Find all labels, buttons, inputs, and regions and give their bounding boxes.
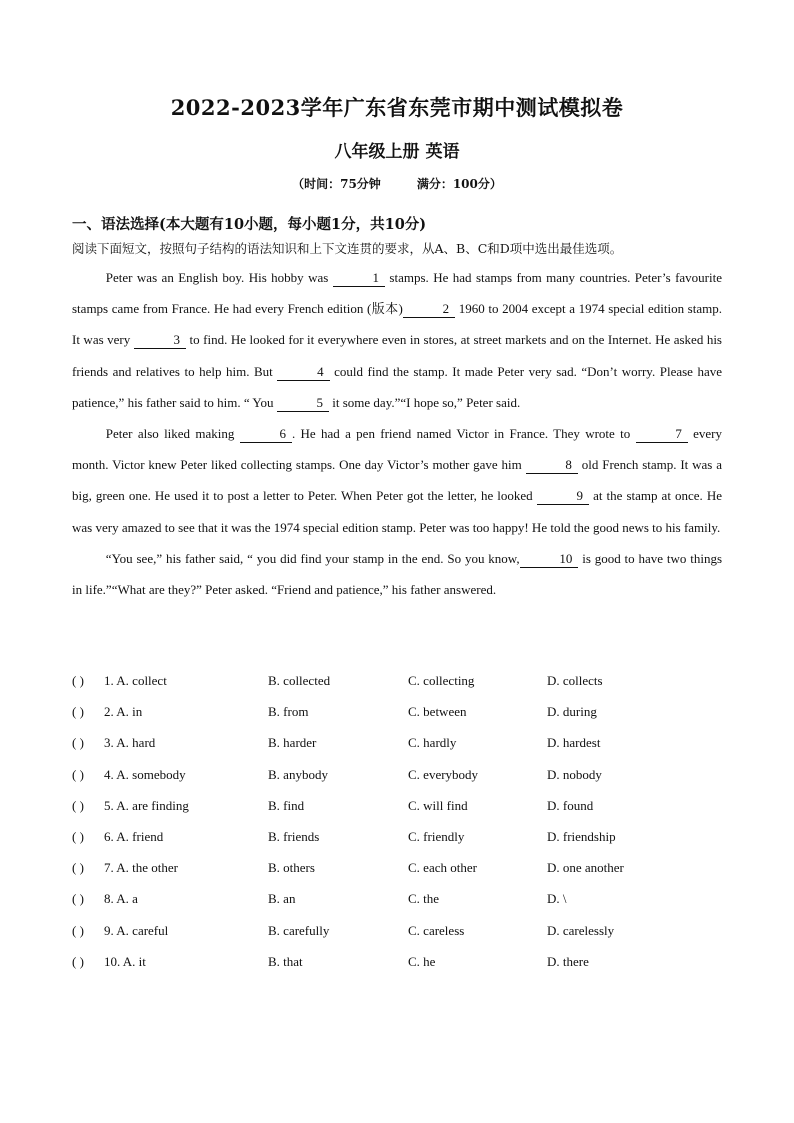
blank-10: 10 xyxy=(520,551,579,568)
answer-bracket: ( ) xyxy=(72,828,84,844)
option-d: D. friendship xyxy=(547,828,616,844)
section-instructions: 阅读下面短文，按照句子结构的语法知识和上下文连贯的要求，从A、B、C和D项中选出最佳选项。 xyxy=(72,241,623,256)
option-c: C. between xyxy=(408,704,467,720)
option-b: B. anybody xyxy=(268,766,328,782)
option-a: 9. A. careful xyxy=(104,922,169,938)
option-c: C. he xyxy=(408,953,436,969)
exam-subtitle: 八年级上册 英语 xyxy=(334,142,460,162)
passage-text: every month. Victor knew Peter liked collecting stamps. One day Victor’s mother gave him xyxy=(72,426,723,473)
option-c: C. careless xyxy=(408,922,465,938)
question-row xyxy=(72,765,732,796)
question-row xyxy=(72,671,732,702)
blank-3: 3 xyxy=(134,332,186,349)
passage-text: to find. He looked for it everywhere even in stores, at street markets and on the Internet. He asked his friends and relatives to help him. But xyxy=(72,332,722,379)
option-a: 6. A. friend xyxy=(104,828,164,844)
option-a: 5. A. are finding xyxy=(104,797,189,813)
answer-bracket: ( ) xyxy=(72,953,84,969)
option-d: D. hardest xyxy=(547,735,601,751)
blank-6: 6 xyxy=(240,426,292,443)
option-b: B. carefully xyxy=(268,922,330,938)
option-b: B. an xyxy=(268,891,296,907)
option-b: B. collected xyxy=(268,673,331,688)
option-b: B. harder xyxy=(268,735,317,751)
option-d: D. during xyxy=(547,704,597,720)
option-a: 8. A. a xyxy=(104,891,138,907)
option-b: B. from xyxy=(268,704,309,720)
passage-text: is good to have two things in life.”“What are they?” Peter asked. “Friend and patience,” his father answered. xyxy=(72,550,723,598)
answer-bracket: ( ) xyxy=(72,797,84,813)
question-row xyxy=(72,858,732,889)
passage-paragraph xyxy=(72,543,722,605)
option-a: 7. A. the other xyxy=(104,860,179,876)
option-b: B. find xyxy=(268,797,305,813)
passage-text: Peter was an English boy. His hobby was xyxy=(105,270,333,285)
option-c: C. hardly xyxy=(408,735,457,751)
answer-bracket: ( ) xyxy=(72,860,84,876)
reading-passage xyxy=(72,262,722,605)
option-b: B. friends xyxy=(268,828,320,844)
question-row xyxy=(72,889,732,920)
blank-8: 8 xyxy=(526,457,578,474)
answer-bracket: ( ) xyxy=(72,766,84,782)
blank-1: 1 xyxy=(333,270,385,287)
option-c: C. each other xyxy=(408,860,477,876)
passage-paragraph xyxy=(72,262,722,418)
question-row xyxy=(72,796,732,827)
option-d: D. collects xyxy=(547,673,603,688)
passage-text: Peter also liked making xyxy=(105,426,240,442)
section-heading: 一、语法选择(本大题有10小题，每小题1分，共10分) xyxy=(72,216,427,233)
blank-7: 7 xyxy=(636,426,688,443)
option-d: D. found xyxy=(547,797,594,813)
passage-paragraph xyxy=(72,418,722,543)
blank-4: 4 xyxy=(277,364,329,381)
blank-2: 2 xyxy=(403,301,455,318)
option-a: 10. A. it xyxy=(104,953,146,969)
passage-text: could find the stamp. It made Peter very sad. “Don’t worry. Please have patience,” his father said to him. “ You xyxy=(72,363,722,410)
blank-5: 5 xyxy=(277,395,329,412)
option-a: 2. A. in xyxy=(104,704,143,720)
answer-bracket: ( ) xyxy=(72,735,84,751)
passage-text: stamps. He had stamps from many countries. Peter’s favourite stamps came from France. He had every French edition (版本) xyxy=(72,270,722,317)
answer-bracket: ( ) xyxy=(72,704,84,720)
passage-text: . He had a pen friend named Victor in France. They wrote to xyxy=(291,426,636,442)
passage-text: at the stamp at once. He was very amazed to see that it was the 1974 special edition stamp. Peter was too happy! He told the good news to his family. xyxy=(72,488,722,535)
answer-bracket: ( ) xyxy=(72,673,84,688)
option-d: D. \ xyxy=(547,891,567,907)
option-b: B. that xyxy=(268,953,303,969)
option-b: B. others xyxy=(268,860,315,876)
question-row xyxy=(72,921,732,952)
option-a: 1. A. collect xyxy=(104,673,167,688)
option-c: C. will find xyxy=(408,797,468,813)
option-c: C. the xyxy=(408,891,440,907)
option-c: C. collecting xyxy=(408,673,475,688)
full-score: 满分：100分） xyxy=(416,177,502,191)
option-d: D. carelessly xyxy=(547,922,615,938)
passage-text: 1960 to 2004 except a 1974 special edition stamp. It was very xyxy=(72,301,722,348)
exam-time-info xyxy=(0,175,794,192)
blank-9: 9 xyxy=(537,488,589,505)
passage-text: “You see,” his father said, “ you did find your stamp in the end. So you know, xyxy=(105,550,520,566)
exam-title: 2022-2023学年广东省东莞市期中测试模拟卷 xyxy=(170,95,624,120)
option-a: 3. A. hard xyxy=(104,735,156,751)
answer-options xyxy=(72,671,732,983)
passage-text: old French stamp. It was a big, green one. He used it to post a letter to Peter. When Peter got the letter, he looked xyxy=(72,457,722,504)
question-row xyxy=(72,952,732,983)
question-row xyxy=(72,827,732,858)
answer-bracket: ( ) xyxy=(72,922,84,938)
option-c: C. everybody xyxy=(408,766,479,782)
passage-text: it some day.”“I hope so,” Peter said. xyxy=(329,394,521,410)
option-a: 4. A. somebody xyxy=(104,766,186,782)
question-row xyxy=(72,702,732,733)
option-d: D. nobody xyxy=(547,766,602,782)
option-d: D. one another xyxy=(547,860,624,876)
option-c: C. friendly xyxy=(408,828,465,844)
answer-bracket: ( ) xyxy=(72,891,84,907)
time-limit: （时间：75分钟 xyxy=(292,177,381,191)
question-row xyxy=(72,733,732,764)
option-d: D. there xyxy=(547,953,589,969)
